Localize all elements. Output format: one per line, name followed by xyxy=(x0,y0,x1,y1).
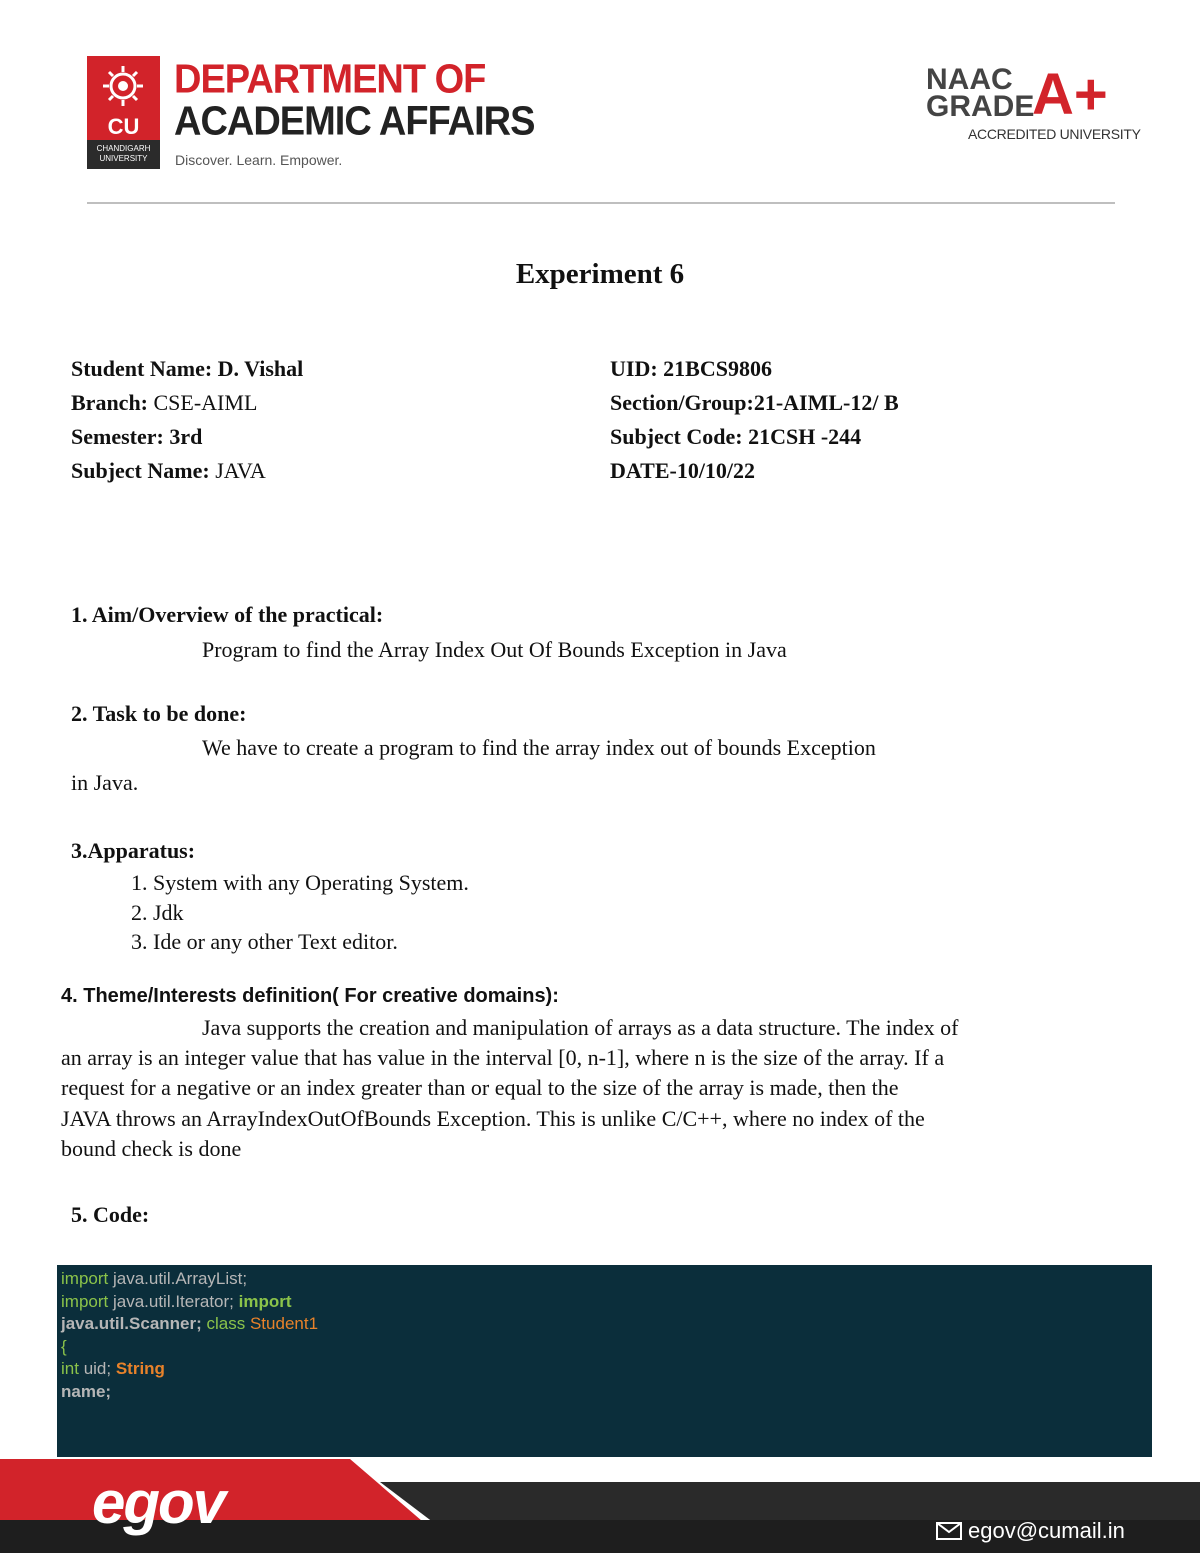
footer-email[interactable] xyxy=(936,1518,1125,1544)
theme-paragraph xyxy=(61,1013,1151,1164)
subject-name-label: Subject Name: xyxy=(71,458,210,483)
semester-value: 3rd xyxy=(169,424,203,449)
theme-line: bound check is done xyxy=(61,1135,242,1161)
naac-badge xyxy=(926,63,1035,123)
task-text-line1: We have to create a program to find the array index out of bounds Exception xyxy=(202,735,876,760)
code-type: String xyxy=(111,1359,165,1378)
accredited-text: ACCREDITED UNIVERSITY xyxy=(968,126,1141,142)
theme-line: Java supports the creation and manipulation of arrays as a data structure. The index of xyxy=(202,1015,959,1040)
code-keyword: import xyxy=(61,1269,109,1288)
student-name-value: D. Vishal xyxy=(217,356,304,381)
code-line xyxy=(61,1313,1152,1336)
naac-line2: GRADE xyxy=(926,90,1035,123)
code-text: java.util.Scanner; xyxy=(61,1314,202,1333)
student-info-right xyxy=(610,352,899,488)
apparatus-item: 3. Ide or any other Text editor. xyxy=(131,929,398,954)
logo-cu-text: CU xyxy=(107,114,140,139)
grade-a-plus: A+ xyxy=(1032,62,1108,127)
code-text: name; xyxy=(61,1381,112,1401)
email-text[interactable]: egov@cumail.in xyxy=(968,1518,1125,1543)
theme-heading: 4. Theme/Interests definition( For creative domains): xyxy=(61,985,559,1007)
naac-line1: NAAC xyxy=(926,63,1013,96)
apparatus-list xyxy=(131,868,469,957)
aim-text: Program to find the Array Index Out Of Bounds Exception in Java xyxy=(202,637,787,662)
dept-title-line2: ACADEMIC AFFAIRS xyxy=(174,98,535,145)
code-line xyxy=(61,1381,1152,1404)
theme-line: an array is an integer value that has value in the interval [0, n-1], where n is the size of the array. If a xyxy=(61,1045,945,1071)
section-value: 21-AIML-12/ B xyxy=(753,390,899,415)
code-keyword: import xyxy=(61,1291,109,1311)
task-heading: 2. Task to be done: xyxy=(71,701,247,726)
code-brace: { xyxy=(61,1336,67,1356)
code-keyword: class xyxy=(201,1314,246,1333)
code-classname: Student1 xyxy=(245,1314,319,1333)
semester-label: Semester: xyxy=(71,424,164,449)
egov-logo: egov xyxy=(92,1469,225,1536)
footer-slant-dark xyxy=(380,1482,1200,1522)
student-info-left xyxy=(71,352,303,488)
subject-name-value: JAVA xyxy=(215,458,266,483)
apparatus-item: 1. System with any Operating System. xyxy=(131,870,469,895)
header-divider xyxy=(87,202,1115,204)
emblem-icon xyxy=(103,64,143,108)
tagline: Discover. Learn. Empower. xyxy=(175,152,343,168)
uid-label: UID: xyxy=(610,356,658,381)
section-label: Section/Group: xyxy=(610,390,754,415)
branch-value: CSE-AIML xyxy=(153,390,258,415)
aim-heading: 1. Aim/Overview of the practical: xyxy=(71,602,384,627)
student-name-label: Student Name: xyxy=(71,356,213,381)
theme-line: request for a negative or an index greater than or equal to the size of the array is made, then the xyxy=(61,1075,899,1101)
code-line xyxy=(61,1336,1152,1359)
task-text-line2: in Java. xyxy=(71,770,139,795)
uid-value: 21BCS9806 xyxy=(663,356,772,381)
subject-code-label: Subject Code: xyxy=(610,424,743,449)
subject-code-value: 21CSH -244 xyxy=(748,424,862,449)
mail-icon xyxy=(936,1522,962,1540)
code-text: java.util.ArrayList; xyxy=(108,1269,248,1288)
code-keyword: import xyxy=(233,1291,292,1311)
code-line xyxy=(61,1358,1152,1381)
branch-label: Branch: xyxy=(71,390,148,415)
code-heading: 5. Code: xyxy=(71,1202,150,1227)
university-logo xyxy=(87,56,160,169)
code-line xyxy=(61,1268,1152,1291)
code-line xyxy=(61,1291,1152,1314)
apparatus-item: 2. Jdk xyxy=(131,899,184,925)
theme-line: JAVA throws an ArrayIndexOutOfBounds Exception. This is unlike C/C++, where no index of the xyxy=(61,1105,925,1131)
logo-sub-text: CHANDIGARH UNIVERSITY xyxy=(87,140,160,169)
code-text: uid; xyxy=(78,1359,112,1378)
page-title: Experiment 6 xyxy=(515,258,685,290)
code-text: java.util.Iterator; xyxy=(108,1291,234,1311)
code-block xyxy=(57,1265,1152,1457)
dept-title-line1: DEPARTMENT OF xyxy=(174,56,486,103)
code-keyword: int xyxy=(61,1359,79,1378)
date: DATE-10/10/22 xyxy=(610,458,756,483)
apparatus-heading: 3.Apparatus: xyxy=(71,838,196,863)
